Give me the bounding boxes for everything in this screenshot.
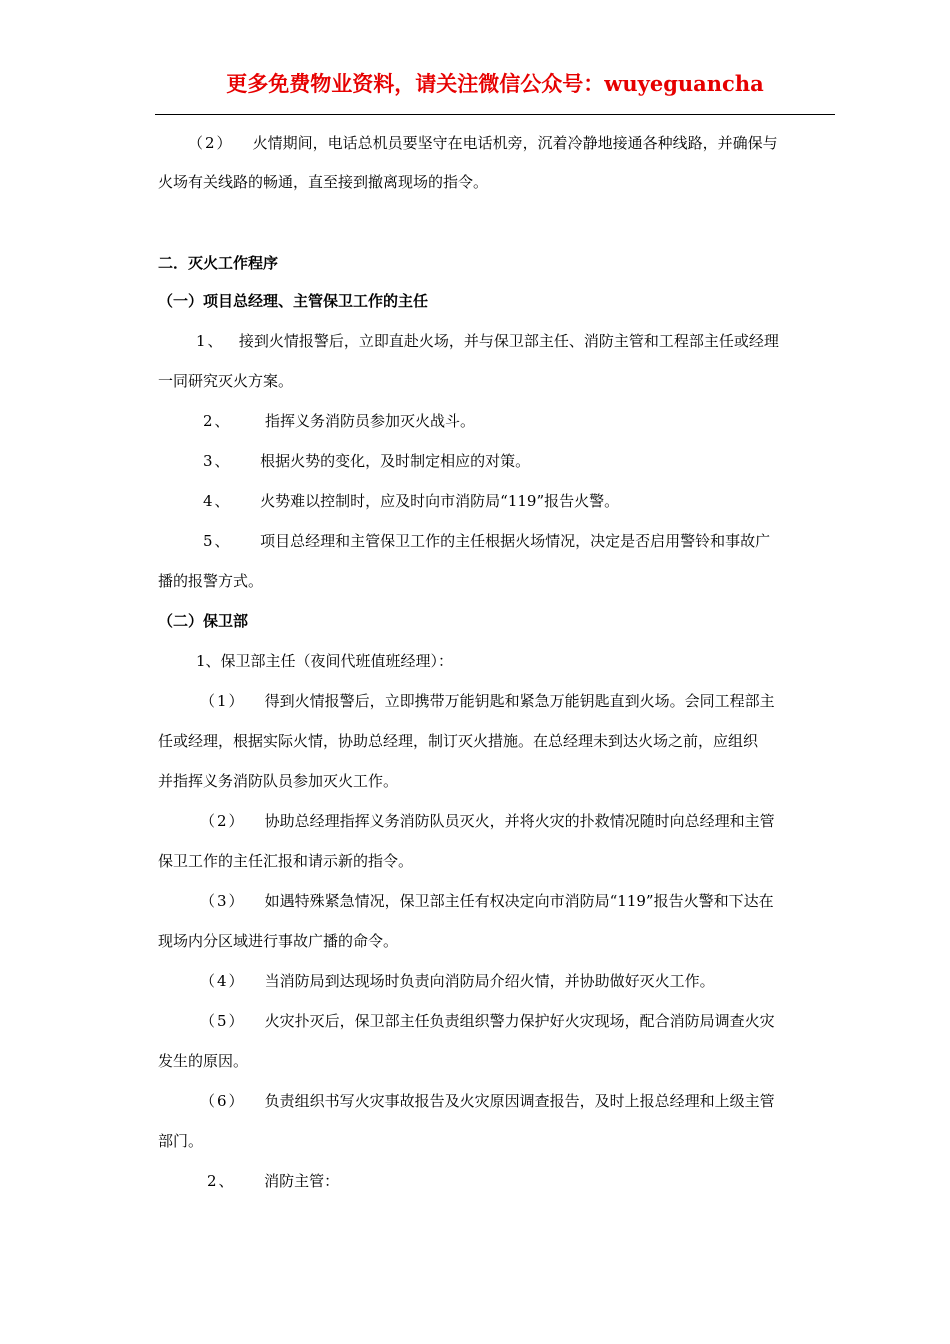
- item-number: （6）: [200, 1092, 246, 1110]
- header-title: 更多免费物业资料，请关注微信公众号：wuyeguancha: [226, 71, 764, 96]
- item-number: 1、: [196, 332, 225, 350]
- list-item: [200, 971, 880, 991]
- item-number: （2）: [200, 812, 246, 830]
- list-item-continuation: 保卫工作的主任汇报和请示新的指令。: [158, 852, 414, 870]
- item-text: 根据火势的变化，及时制定相应的对策。: [260, 452, 531, 470]
- list-item-continuation: 一同研究灭火方案。: [158, 372, 294, 390]
- list-item: [200, 1091, 880, 1111]
- list-item: [207, 1171, 887, 1191]
- item-text: 接到火情报警后，立即直赴火场，并与保卫部主任、消防主管和工程部主任或经理: [238, 332, 779, 350]
- list-item-continuation: 部门。: [158, 1132, 204, 1150]
- paragraph-line: [188, 133, 868, 153]
- item-text: 火势难以控制时，应及时向市消防局“119”报告火警。: [260, 492, 620, 510]
- header-divider: [155, 114, 835, 115]
- item-text: 得到火情报警后，立即携带万能钥匙和紧急万能钥匙直到火场。会同工程部主: [264, 692, 775, 710]
- item-text: 当消防局到达现场时负责向消防局介绍火情，并协助做好灭火工作。: [264, 972, 715, 990]
- subsection-heading: （一）项目总经理、主管保卫工作的主任: [158, 292, 429, 310]
- list-item-continuation: 并指挥义务消防队员参加灭火工作。: [158, 772, 399, 790]
- list-item: [200, 691, 880, 711]
- section-heading: 二．灭火工作程序: [158, 254, 279, 272]
- item-text: 协助总经理指挥义务消防队员灭火，并将火灾的扑救情况随时向总经理和主管: [264, 812, 775, 830]
- item-number: 5、: [203, 532, 232, 550]
- list-item-continuation: 任或经理，根据实际火情，协助总经理，制订灭火措施。在总经理未到达火场之前，应组织: [158, 732, 759, 750]
- item-text: 火情期间，电话总机员要坚守在电话机旁，沉着冷静地接通各种线路，并确保与: [252, 134, 778, 152]
- item-text: 消防主管：: [264, 1172, 340, 1190]
- item-number: （4）: [200, 972, 246, 990]
- item-text: 如遇特殊紧急情况，保卫部主任有权决定向市消防局“119”报告火警和下达在: [264, 892, 774, 910]
- list-item-continuation: 播的报警方式。: [158, 572, 264, 590]
- list-item-continuation: 发生的原因。: [158, 1052, 249, 1070]
- paragraph-line: 火场有关线路的畅通，直至接到撤离现场的指令。: [158, 173, 489, 191]
- item-text: 负责组织书写火灾事故报告及火灾原因调查报告，及时上报总经理和上级主管: [264, 1092, 775, 1110]
- item-text: 项目总经理和主管保卫工作的主任根据火场情况，决定是否启用警铃和事故广: [260, 532, 771, 550]
- item-number: 3、: [203, 452, 232, 470]
- subsection-heading: （二）保卫部: [158, 612, 249, 630]
- item-number: （5）: [200, 1012, 246, 1030]
- list-item: [203, 451, 883, 471]
- paragraph-line: 1、保卫部主任（夜间代班值班经理）：: [196, 652, 454, 670]
- item-number: （2）: [188, 134, 234, 152]
- item-number: （3）: [200, 892, 246, 910]
- item-text: 火灾扑灭后，保卫部主任负责组织警力保护好火灾现场，配合消防局调查火灾: [264, 1012, 775, 1030]
- item-text: 指挥义务消防员参加灭火战斗。: [264, 412, 475, 430]
- list-item: [203, 411, 883, 431]
- list-item: [203, 531, 883, 551]
- item-number: 4、: [203, 492, 232, 510]
- item-number: 2、: [207, 1172, 236, 1190]
- item-number: 2、: [203, 412, 232, 430]
- list-item: [200, 1011, 880, 1031]
- list-item-continuation: 现场内分区域进行事故广播的命令。: [158, 932, 399, 950]
- list-item: [200, 891, 880, 911]
- list-item: [200, 811, 880, 831]
- list-item: [196, 331, 876, 351]
- item-number: （1）: [200, 692, 246, 710]
- list-item: [203, 491, 883, 511]
